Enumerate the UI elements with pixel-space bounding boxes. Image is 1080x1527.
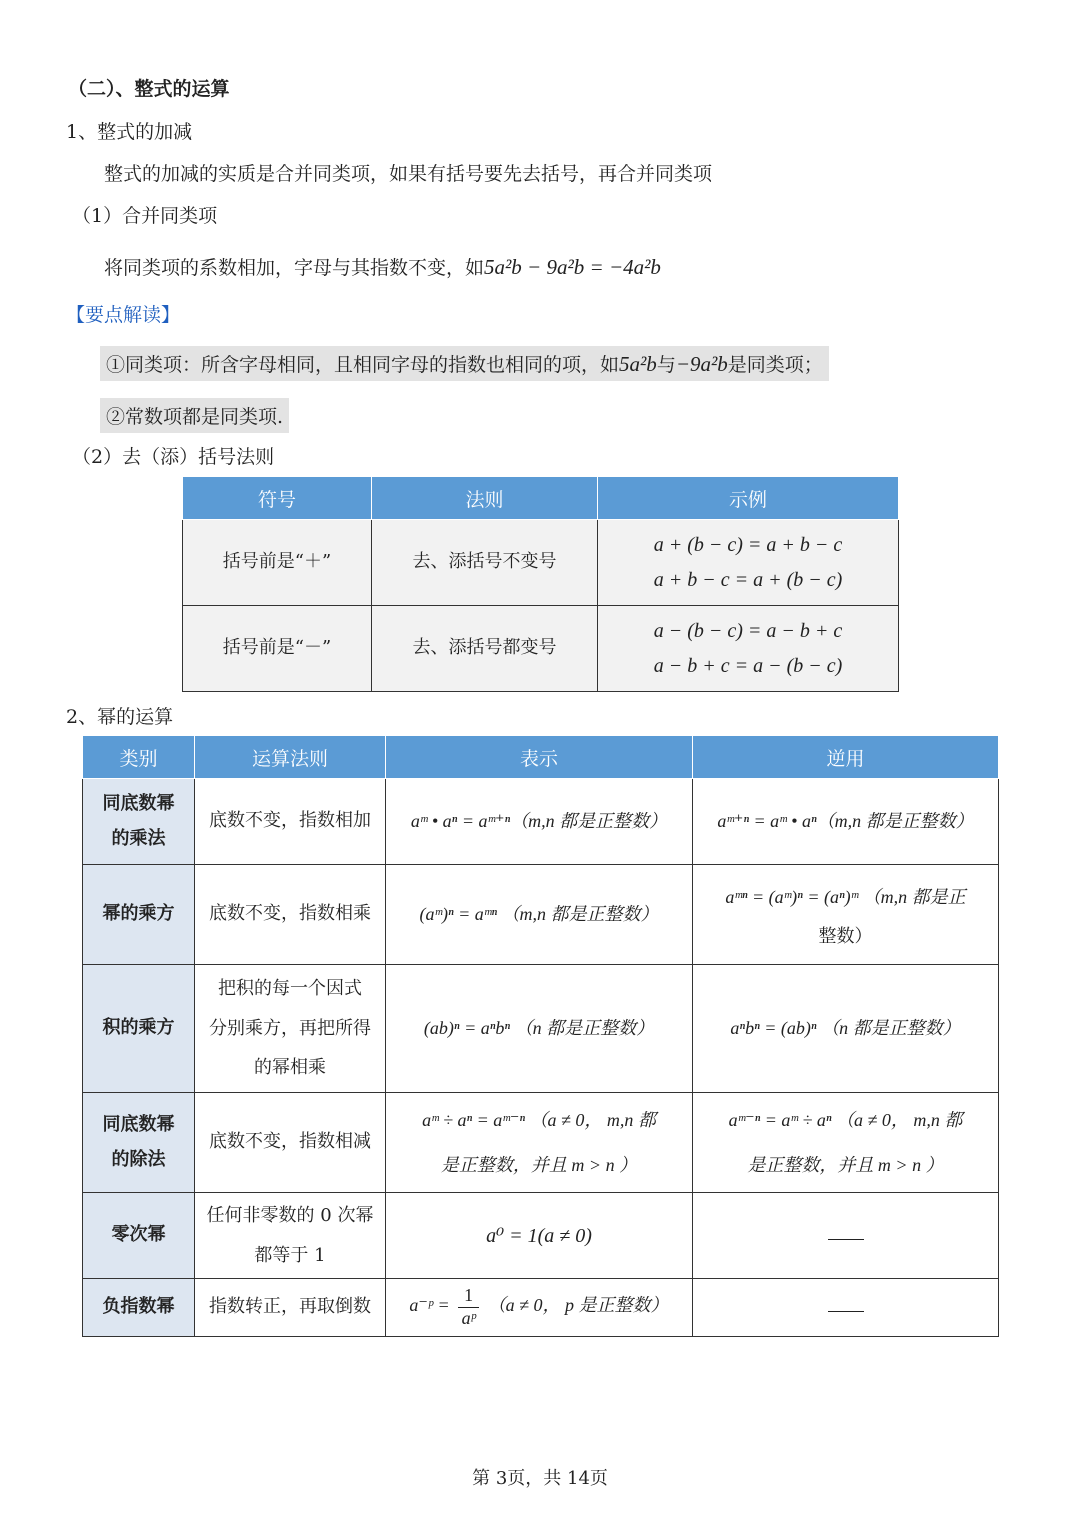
rule-cell: 底数不变，指数相减	[195, 1093, 386, 1193]
item1-paragraph	[104, 253, 661, 280]
expression-cell: a⁰ = 1(a ≠ 0)	[386, 1193, 693, 1279]
intro-paragraph: 整式的加减的实质是合并同类项，如果有括号要先去括号，再合并同类项	[104, 163, 713, 185]
table-row	[83, 1193, 999, 1279]
item1-title: （1）合并同类项	[72, 205, 218, 227]
table-header: 运算法则	[195, 736, 386, 779]
table-header: 类别	[83, 736, 195, 779]
inverse-line: aᵐⁿ = (aᵐ)ⁿ = (aⁿ)ᵐ （m,n 都是正	[725, 886, 966, 907]
expression-line: 是正整数，并且 m > n ）	[440, 1154, 638, 1175]
example-cell	[598, 606, 899, 692]
example-cell	[598, 520, 899, 606]
empty-dash	[828, 1311, 864, 1312]
table-row	[183, 606, 899, 692]
table-header: 符号	[183, 477, 372, 520]
sign-cell: 括号前是“－”	[183, 606, 372, 692]
rule-cell	[195, 1193, 386, 1279]
expression-cell: (aᵐ)ⁿ = aᵐⁿ （m,n 都是正整数）	[386, 865, 693, 965]
category-line: 同底数幂	[102, 793, 175, 815]
rule-cell: 去、添括号不变号	[372, 520, 598, 606]
inverse-cell: aᵐ⁺ⁿ = aᵐ • aⁿ（m,n 都是正整数）	[693, 779, 999, 865]
rule-cell: 去、添括号都变号	[372, 606, 598, 692]
category-cell: 积的乘方	[83, 965, 195, 1093]
empty-dash	[828, 1239, 864, 1240]
table-header-row	[83, 736, 999, 779]
inverse-line: 是正整数，并且 m > n ）	[747, 1154, 944, 1175]
expression-cell	[386, 1093, 693, 1193]
category-cell	[83, 779, 195, 865]
inverse-cell	[693, 1193, 999, 1279]
category-cell: 负指数幂	[83, 1279, 195, 1337]
inverse-cell: aⁿbⁿ = (ab)ⁿ （n 都是正整数）	[693, 965, 999, 1093]
item1-example: 5a²b − 9a²b = −4a²b	[484, 255, 661, 279]
section-title: （二）、整式的运算	[68, 78, 230, 100]
expression-line: aᵐ ÷ aⁿ = aᵐ⁻ⁿ （a ≠ 0， m,n 都	[422, 1109, 656, 1130]
table-row	[83, 1279, 999, 1337]
table-row	[183, 520, 899, 606]
rule-line: 都等于 1	[254, 1244, 326, 1266]
expression-cell: (ab)ⁿ = aⁿbⁿ （n 都是正整数）	[386, 965, 693, 1093]
fraction	[458, 1285, 479, 1329]
table-header: 法则	[372, 477, 598, 520]
point1-math-1: 5a²b	[619, 352, 657, 376]
point1-end: 是同类项；	[727, 354, 823, 376]
table-header: 表示	[386, 736, 693, 779]
rule-line: 任何非零数的 0 次幂	[206, 1204, 374, 1226]
table-header-row	[183, 477, 899, 520]
item2-title: （2）去（添）括号法则	[72, 446, 275, 468]
example-line: a − b + c = a − (b − c)	[653, 654, 843, 677]
rule-line: 把积的每一个因式	[218, 978, 362, 1000]
inverse-cell	[693, 1279, 999, 1337]
fraction-denominator: aᵖ	[461, 1308, 476, 1328]
subsection-1-heading: 1、整式的加减	[66, 121, 193, 143]
inverse-line: aᵐ⁻ⁿ = aᵐ ÷ aⁿ （a ≠ 0， m,n 都	[728, 1109, 963, 1130]
point1-text: ①同类项：所含字母相同，且相同字母的指数也相同的项，如	[106, 354, 620, 376]
key-point-1	[100, 346, 829, 381]
point1-mid: 与	[656, 354, 676, 376]
category-cell: 幂的乘方	[83, 865, 195, 965]
sign-cell: 括号前是“＋”	[183, 520, 372, 606]
subsection-2-heading: 2、幂的运算	[66, 706, 174, 728]
item1-text: 将同类项的系数相加，字母与其指数不变，如	[104, 257, 485, 279]
category-line: 的除法	[111, 1148, 166, 1170]
rule-line: 分别乘方，再把所得	[209, 1017, 371, 1039]
table-header: 示例	[598, 477, 899, 520]
category-cell: 零次幂	[83, 1193, 195, 1279]
key-points-label: 【要点解读】	[66, 304, 181, 326]
table-row	[83, 865, 999, 965]
rule-cell: 底数不变，指数相乘	[195, 865, 386, 965]
example-line: a + (b − c) = a + b − c	[653, 533, 843, 556]
page-footer: 第 3页，共 14页	[472, 1468, 608, 1489]
table-row	[83, 965, 999, 1093]
rule-cell	[195, 965, 386, 1093]
inverse-line: 整数）	[818, 926, 873, 946]
table-row	[83, 779, 999, 865]
power-operations-table	[82, 735, 999, 1337]
table-header: 逆用	[693, 736, 999, 779]
inverse-cell	[693, 1093, 999, 1193]
category-cell	[83, 1093, 195, 1193]
rule-line: 的幂相乘	[254, 1057, 326, 1079]
example-line: a − (b − c) = a − b + c	[653, 619, 843, 642]
bracket-rules-table	[182, 476, 899, 692]
fraction-numerator: 1	[458, 1285, 479, 1308]
expression-rhs: （a ≠ 0， p 是正整数）	[487, 1295, 669, 1316]
point1-math-2: −9a²b	[675, 352, 728, 376]
rule-cell: 底数不变，指数相加	[195, 779, 386, 865]
expression-cell: aᵐ • aⁿ = aᵐ⁺ⁿ（m,n 都是正整数）	[386, 779, 693, 865]
example-line: a + b − c = a + (b − c)	[653, 568, 843, 591]
inverse-cell	[693, 865, 999, 965]
category-line: 同底数幂	[102, 1114, 175, 1136]
expression-cell	[386, 1279, 693, 1337]
key-point-2: ②常数项都是同类项.	[100, 398, 289, 433]
expression-lhs: a⁻ᵖ =	[409, 1295, 450, 1316]
category-line: 的乘法	[111, 827, 166, 849]
rule-cell: 指数转正，再取倒数	[195, 1279, 386, 1337]
table-row	[83, 1093, 999, 1193]
